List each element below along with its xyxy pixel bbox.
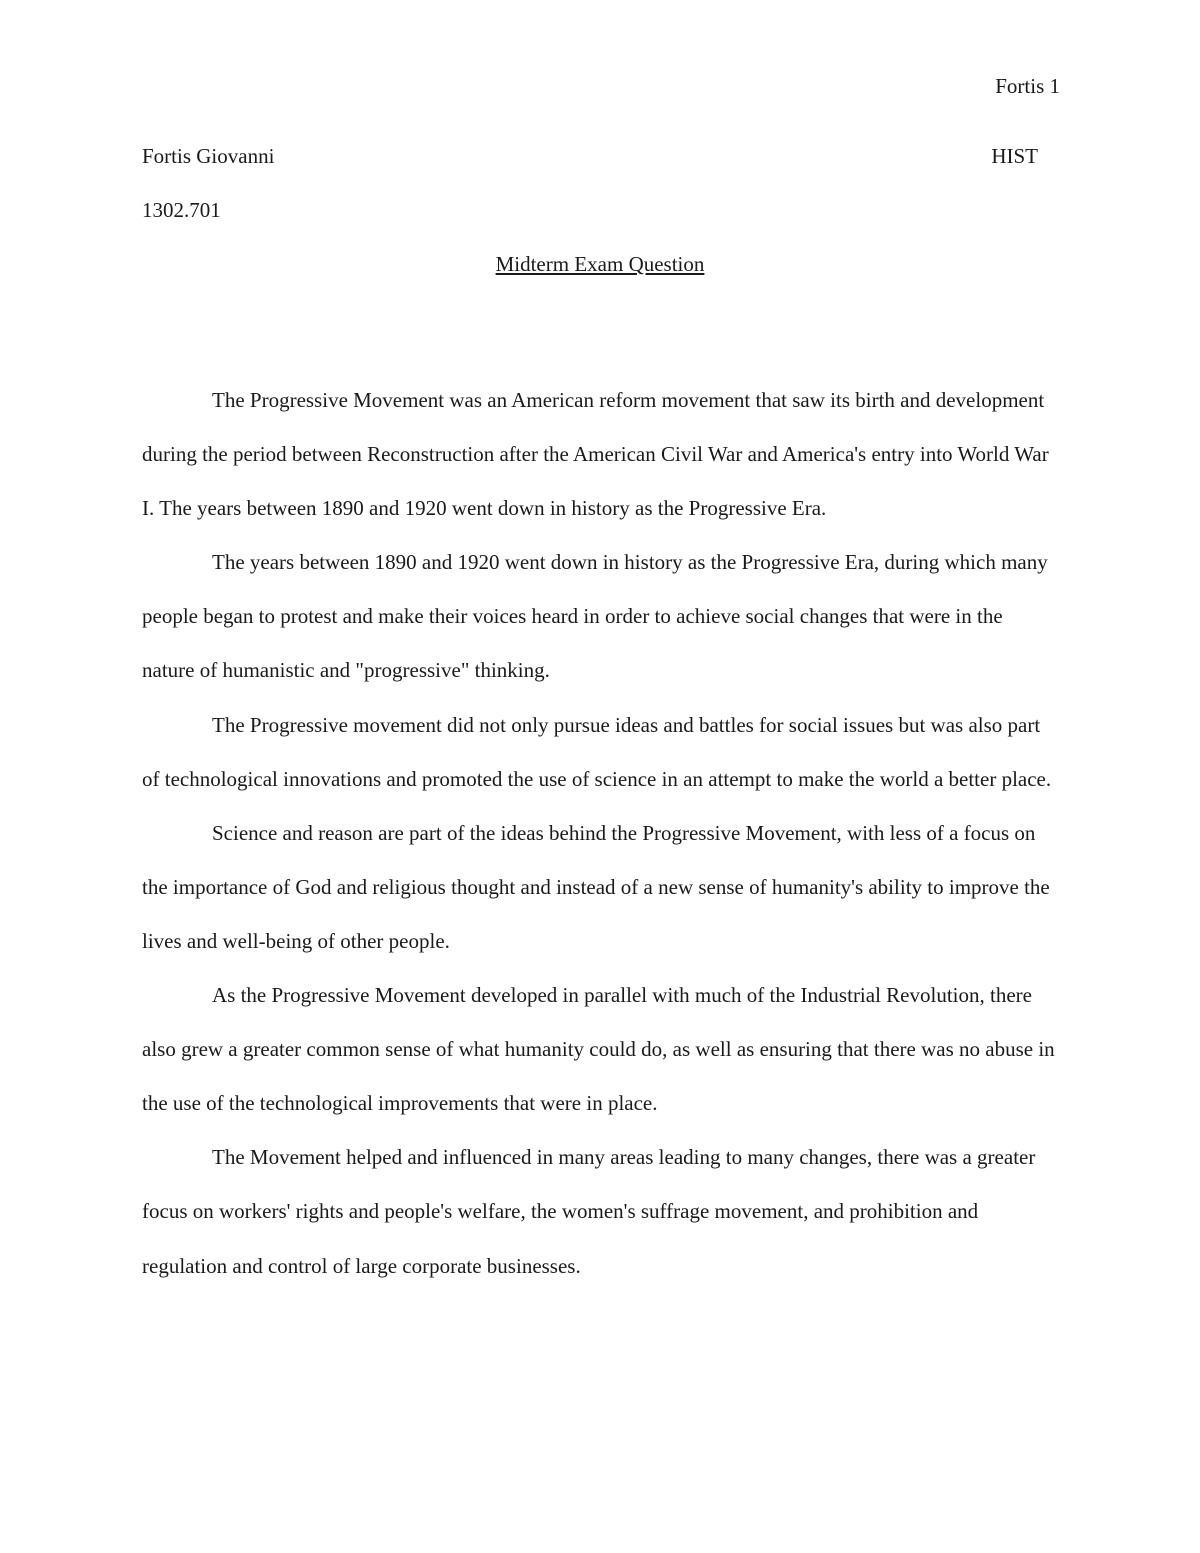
paragraph: Science and reason are part of the ideas behind the Progressive Movement, with less of a focus on the importance of God and religious thought and instead of a new sense of humanity's ability to improve the lives and well-being of other people. (142, 820, 1050, 953)
author-name: Fortis Giovanni (142, 144, 275, 168)
course-section: 1302.701 (142, 198, 221, 222)
paragraph: The Progressive movement did not only pursue ideas and battles for social issues but was also part of technological innovations and promoted the use of science in an attempt to make the world a better place. (142, 712, 1052, 791)
running-head: Fortis 1 (995, 74, 1060, 98)
paragraph: The Movement helped and influenced in many areas leading to many changes, there was a greater focus on workers' rights and people's welfare, the women's suffrage movement, and prohibition and regulation and control of large corporate businesses. (142, 1145, 1036, 1278)
paragraph: The years between 1890 and 1920 went down in history as the Progressive Era, during which many people began to protest and make their voices heard in order to achieve social changes that were in the nature of humanistic and "progressive" thinking. (142, 550, 1048, 683)
document-title: Midterm Exam Question (495, 252, 705, 276)
document-body (142, 373, 1058, 1293)
course-name: HIST (991, 144, 1038, 168)
paragraph: The Progressive Movement was an American reform movement that saw its birth and development during the period between Reconstruction after the American Civil War and America's entry into World War I. The years between 1890 and 1920 went down in history as the Progressive Era. (142, 388, 1049, 521)
paragraph: As the Progressive Movement developed in parallel with much of the Industrial Revolution, there also grew a greater common sense of what humanity could do, as well as ensuring that there was no abuse in the use of the technological improvements that were in place. (142, 983, 1055, 1116)
